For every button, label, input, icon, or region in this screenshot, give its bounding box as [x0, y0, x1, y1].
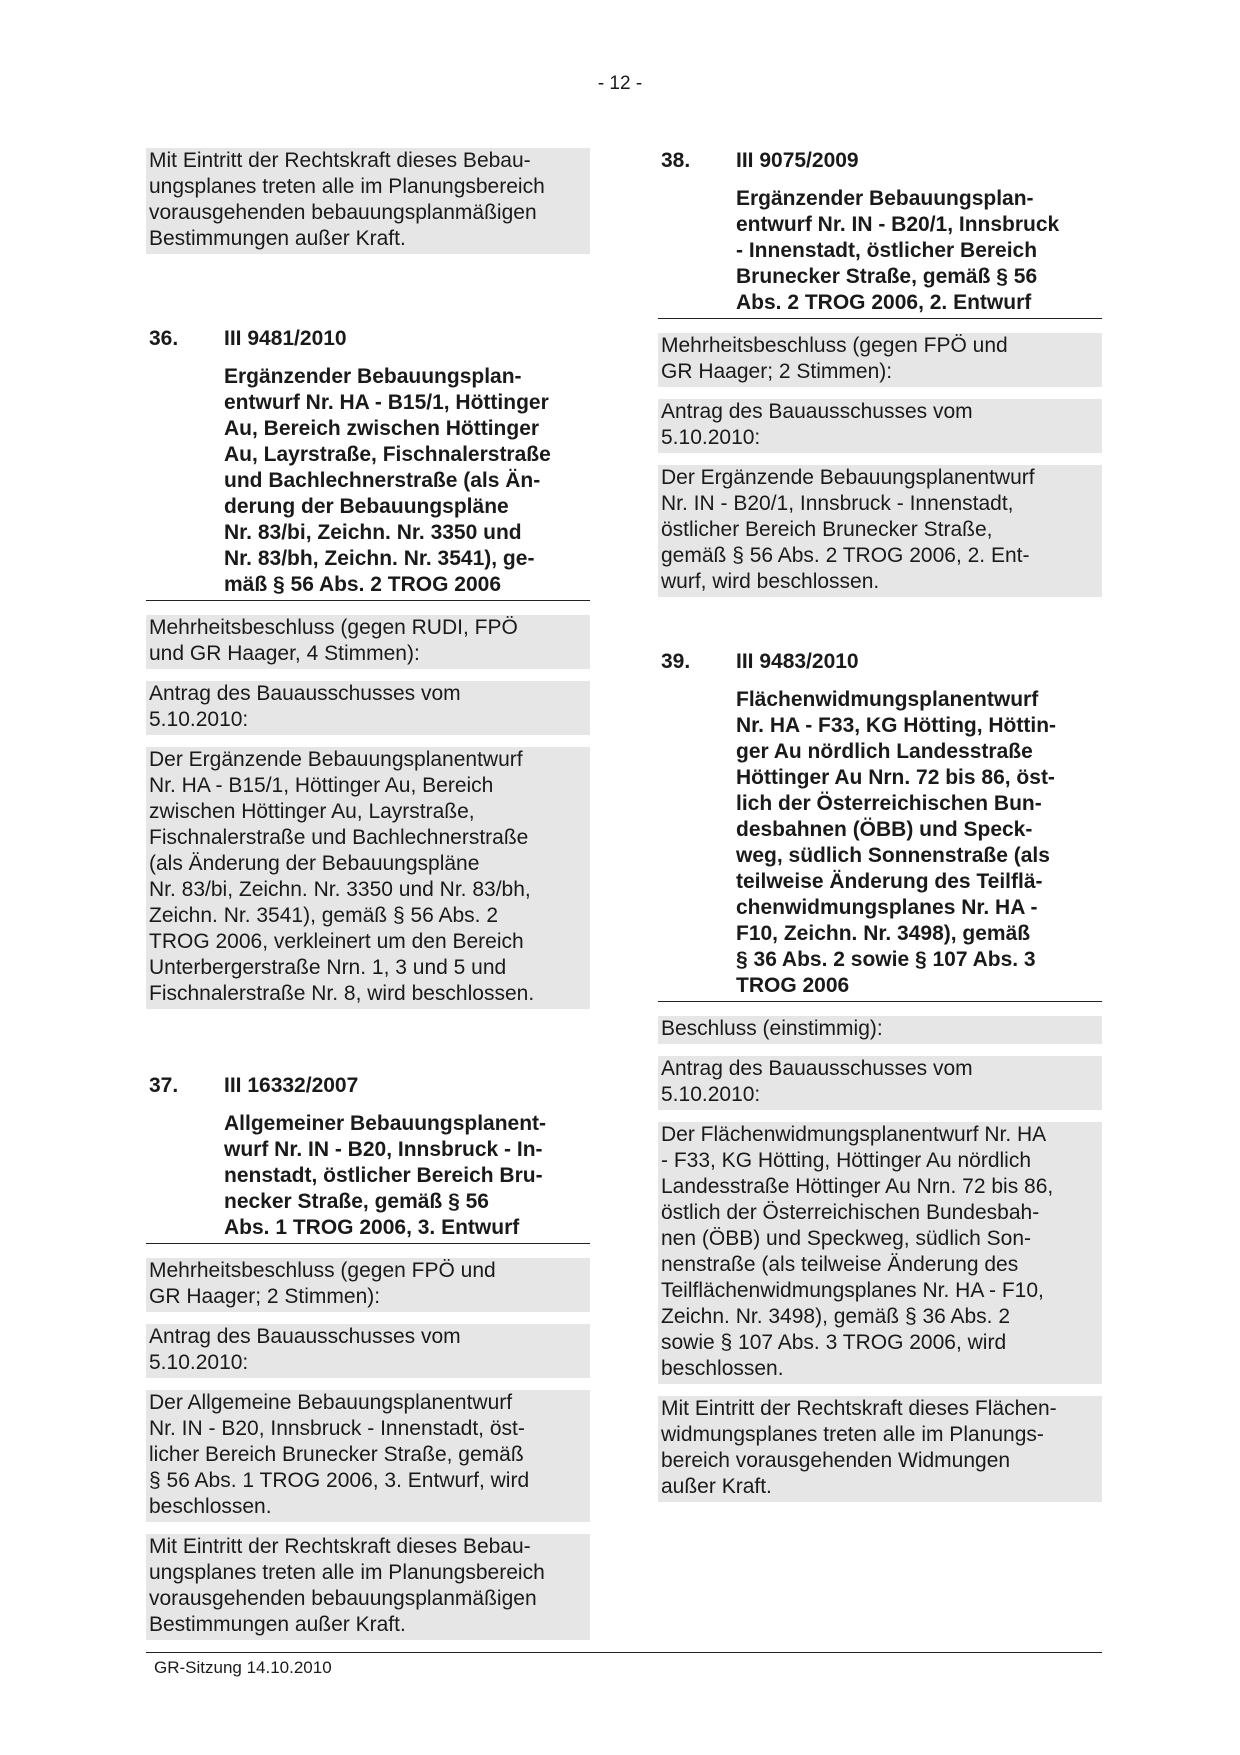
agenda-item-39: [658, 649, 1102, 1502]
text-line: sowie § 107 Abs. 3 TROG 2006, wird: [661, 1331, 1007, 1354]
vote-result: [146, 1258, 590, 1312]
resolution-text: [658, 465, 1102, 597]
text-line: mäß § 56 Abs. 2 TROG 2006: [224, 573, 502, 596]
text-line: Nr. HA - B15/1, Höttinger Au, Bereich: [149, 774, 494, 797]
text-line: nenstadt, östlicher Bereich Bru-: [224, 1164, 543, 1187]
item-reference: III 16332/2007: [224, 1074, 359, 1097]
text-line: Antrag des Bauausschusses vom: [149, 682, 461, 705]
vote-result: [146, 615, 590, 669]
text-line: und Bachlechnerstraße (als Än-: [224, 469, 541, 492]
text-line: GR Haager; 2 Stimmen):: [661, 360, 893, 383]
text-line: Nr. IN - B20, Innsbruck - Innenstadt, öst-: [149, 1417, 525, 1440]
text-line: ungsplanes treten alle im Planungsbereich: [149, 1561, 545, 1584]
agenda-item-38: [658, 148, 1102, 597]
item-title: [658, 186, 1102, 319]
text-line: entwurf Nr. HA - B15/1, Höttinger: [224, 391, 549, 414]
text-line: Fischnalerstraße und Bachlechnerstraße: [149, 826, 529, 849]
text-line: Mehrheitsbeschluss (gegen FPÖ und: [149, 1259, 496, 1282]
text-line: Der Allgemeine Bebauungsplanentwurf: [149, 1391, 513, 1414]
item-title: [658, 687, 1102, 1002]
text-line: TROG 2006: [736, 974, 850, 997]
text-line: 5.10.2010:: [149, 708, 249, 731]
item-reference: III 9481/2010: [224, 327, 347, 350]
text-line: F10, Zeichn. Nr. 3498), gemäß: [736, 922, 1031, 945]
text-line: Mit Eintritt der Rechtskraft dieses Bebau-: [149, 149, 531, 172]
text-line: Ergänzender Bebauungsplan-: [224, 365, 522, 388]
text-line: ungsplanes treten alle im Planungsbereich: [149, 175, 545, 198]
text-line: derung der Bebauungspläne: [224, 495, 509, 518]
text-line: Unterbergerstraße Nrn. 1, 3 und 5 und: [149, 956, 507, 979]
text-line: - F33, KG Hötting, Höttinger Au nördlich: [661, 1149, 1032, 1172]
text-line: Ergänzender Bebauungsplan-: [736, 187, 1034, 210]
text-line: wurf Nr. IN - B20, Innsbruck - In-: [224, 1138, 543, 1161]
text-line: Beschluss (einstimmig):: [661, 1017, 883, 1040]
text-line: Mit Eintritt der Rechtskraft dieses Flächen-: [661, 1397, 1057, 1420]
item-number: 39.: [661, 650, 691, 673]
intro-paragraph: [146, 148, 590, 254]
text-line: § 56 Abs. 1 TROG 2006, 3. Entwurf, wird: [149, 1469, 530, 1492]
motion-line: [658, 1056, 1102, 1110]
text-line: Antrag des Bauausschusses vom: [149, 1325, 461, 1348]
text-line: 5.10.2010:: [661, 1083, 761, 1106]
text-line: TROG 2006, verkleinert um den Bereich: [149, 930, 524, 953]
text-line: Bestimmungen außer Kraft.: [149, 227, 406, 250]
text-line: außer Kraft.: [661, 1475, 772, 1498]
text-line: vorausgehenden bebauungsplanmäßigen: [149, 1587, 537, 1610]
text-line: Zeichn. Nr. 3498), gemäß § 36 Abs. 2: [661, 1305, 1011, 1328]
text-line: licher Bereich Brunecker Straße, gemäß: [149, 1443, 524, 1466]
text-line: Mehrheitsbeschluss (gegen RUDI, FPÖ: [149, 616, 518, 639]
agenda-item-36: [146, 326, 590, 1009]
item-header: [658, 148, 1102, 174]
text-line: vorausgehenden bebauungsplanmäßigen: [149, 201, 537, 224]
text-line: Brunecker Straße, gemäß § 56: [736, 265, 1038, 288]
agenda-item-37: [146, 1073, 590, 1640]
text-line: Abs. 1 TROG 2006, 3. Entwurf: [224, 1216, 520, 1239]
text-line: Flächenwidmungsplanentwurf: [736, 688, 1039, 711]
page-number: - 12 -: [597, 73, 643, 94]
text-line: 5.10.2010:: [661, 426, 761, 449]
text-line: Teilflächenwidmungsplanes Nr. HA - F10,: [661, 1279, 1044, 1302]
right-column: [658, 148, 1102, 1502]
text-line: desbahnen (ÖBB) und Speck-: [736, 818, 1033, 841]
text-line: Abs. 2 TROG 2006, 2. Entwurf: [736, 291, 1032, 314]
text-line: gemäß § 56 Abs. 2 TROG 2006, 2. Ent-: [661, 544, 1030, 567]
text-line: Bestimmungen außer Kraft.: [149, 1613, 406, 1636]
closing-paragraph: [146, 1534, 590, 1640]
item-title: [146, 1111, 590, 1244]
text-line: lich der Österreichischen Bun-: [736, 792, 1042, 815]
text-line: Antrag des Bauausschusses vom: [661, 1057, 973, 1080]
text-line: Mehrheitsbeschluss (gegen FPÖ und: [661, 334, 1008, 357]
item-reference: III 9075/2009: [736, 149, 859, 172]
text-line: östlicher Bereich Brunecker Straße,: [661, 518, 993, 541]
resolution-text: [146, 747, 590, 1009]
text-line: chenwidmungsplanes Nr. HA -: [736, 896, 1038, 919]
text-line: widmungsplanes treten alle im Planungs-: [661, 1423, 1044, 1446]
text-line: beschlossen.: [661, 1357, 784, 1380]
text-line: und GR Haager, 4 Stimmen):: [149, 642, 420, 665]
text-line: beschlossen.: [149, 1495, 272, 1518]
text-line: teilweise Änderung des Teilflä-: [736, 870, 1043, 893]
item-number: 36.: [149, 327, 179, 350]
text-line: Nr. 83/bi, Zeichn. Nr. 3350 und: [224, 521, 522, 544]
text-line: Landesstraße Höttinger Au Nrn. 72 bis 86,: [661, 1175, 1054, 1198]
text-line: Höttinger Au Nrn. 72 bis 86, öst-: [736, 766, 1055, 789]
text-line: 5.10.2010:: [149, 1351, 249, 1374]
motion-line: [658, 399, 1102, 453]
item-number: 38.: [661, 149, 691, 172]
text-line: Mit Eintritt der Rechtskraft dieses Bebau-: [149, 1535, 531, 1558]
text-line: Der Ergänzende Bebauungsplanentwurf: [149, 748, 523, 771]
resolution-text: [658, 1122, 1102, 1384]
text-line: Nr. IN - B20/1, Innsbruck - Innenstadt,: [661, 492, 1014, 515]
item-reference: III 9483/2010: [736, 650, 859, 673]
text-line: Nr. 83/bh, Zeichn. Nr. 3541), ge-: [224, 547, 535, 570]
item-header: [146, 1073, 590, 1099]
text-line: Zeichn. Nr. 3541), gemäß § 56 Abs. 2: [149, 904, 499, 927]
text-line: ger Au nördlich Landesstraße: [736, 740, 1033, 763]
text-line: Der Flächenwidmungsplanentwurf Nr. HA: [661, 1123, 1047, 1146]
text-line: GR Haager; 2 Stimmen):: [149, 1285, 381, 1308]
text-line: - Innenstadt, östlicher Bereich: [736, 239, 1038, 262]
left-column: [146, 148, 590, 1640]
text-line: § 36 Abs. 2 sowie § 107 Abs. 3: [736, 948, 1036, 971]
footer-session-date: GR-Sitzung 14.10.2010: [154, 1658, 332, 1677]
text-line: Der Ergänzende Bebauungsplanentwurf: [661, 466, 1035, 489]
text-line: wurf, wird beschlossen.: [661, 570, 880, 593]
item-header: [658, 649, 1102, 675]
vote-result: [658, 1016, 1102, 1044]
motion-line: [146, 1324, 590, 1378]
resolution-text: [146, 1390, 590, 1522]
text-line: Allgemeiner Bebauungsplanent-: [224, 1112, 547, 1135]
text-line: necker Straße, gemäß § 56: [224, 1190, 489, 1213]
text-line: östlich der Österreichischen Bundesbah-: [661, 1201, 1040, 1224]
closing-paragraph: [658, 1396, 1102, 1502]
item-number: 37.: [149, 1074, 179, 1097]
text-line: Au, Bereich zwischen Höttinger: [224, 417, 540, 440]
item-title: [146, 364, 590, 601]
text-line: Nr. HA - F33, KG Hötting, Höttin-: [736, 714, 1057, 737]
text-line: Nr. 83/bi, Zeichn. Nr. 3350 und Nr. 83/bh,: [149, 878, 531, 901]
text-line: zwischen Höttinger Au, Layrstraße,: [149, 800, 475, 823]
vote-result: [658, 333, 1102, 387]
text-line: nenstraße (als teilweise Änderung des: [661, 1253, 1019, 1276]
text-line: (als Änderung der Bebauungspläne: [149, 852, 480, 875]
text-line: Au, Layrstraße, Fischnalerstraße: [224, 443, 551, 466]
footer-rule: [146, 1652, 1102, 1653]
text-line: entwurf Nr. IN - B20/1, Innsbruck: [736, 213, 1060, 236]
text-line: nen (ÖBB) und Speckweg, südlich Son-: [661, 1227, 1032, 1250]
item-header: [146, 326, 590, 352]
text-line: bereich vorausgehenden Widmungen: [661, 1449, 1011, 1472]
text-line: weg, südlich Sonnenstraße (als: [736, 844, 1050, 867]
text-line: Fischnalerstraße Nr. 8, wird beschlossen.: [149, 982, 535, 1005]
text-line: Antrag des Bauausschusses vom: [661, 400, 973, 423]
motion-line: [146, 681, 590, 735]
